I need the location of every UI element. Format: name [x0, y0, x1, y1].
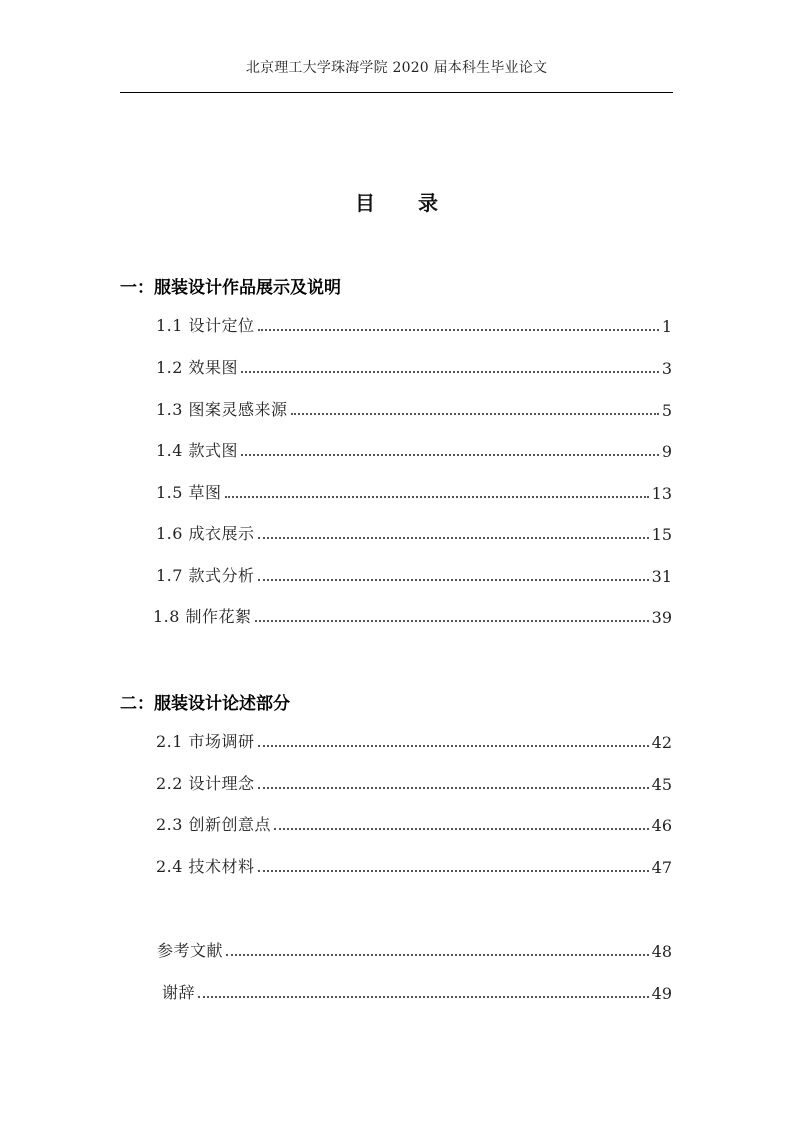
- section-heading-1: 一：服装设计作品展示及说明: [120, 278, 341, 298]
- toc-entry-label: 谢辞: [162, 983, 196, 1002]
- toc-entry[interactable]: [156, 728, 672, 752]
- toc-entry[interactable]: [156, 811, 672, 835]
- toc-entry-label: 1.8 制作花絮: [153, 607, 252, 626]
- toc-entry-page: 1: [661, 317, 672, 336]
- toc-entry[interactable]: [156, 354, 672, 378]
- toc-entry-label: 2.2 设计理念: [156, 774, 255, 793]
- toc-entry-references[interactable]: [157, 937, 672, 961]
- toc-entry[interactable]: [156, 479, 672, 503]
- toc-entry-page: 46: [651, 816, 672, 835]
- toc-entry-label: 1.6 成衣展示: [156, 524, 255, 543]
- toc-entry-page: 47: [651, 858, 672, 877]
- toc-entry-page: 15: [651, 525, 672, 544]
- toc-entry[interactable]: [156, 520, 672, 544]
- toc-entry-page: 48: [651, 942, 672, 961]
- dot-leader: [258, 537, 649, 539]
- dot-leader: [274, 828, 649, 830]
- toc-entry-label: 1.1 设计定位: [156, 316, 255, 335]
- toc-entry-label: 1.4 款式图: [156, 441, 239, 460]
- dot-leader: [255, 620, 649, 622]
- toc-entry[interactable]: [156, 437, 672, 461]
- header-rule: [120, 92, 673, 93]
- page-header: 北京理工大学珠海学院 2020 届本科生毕业论文: [245, 60, 548, 76]
- dot-leader: [258, 870, 649, 872]
- toc-entry-page: 13: [651, 484, 672, 503]
- toc-entry-label: 2.3 创新创意点: [156, 815, 272, 834]
- dot-leader: [258, 329, 659, 331]
- dot-leader: [291, 413, 659, 415]
- toc-entry-label: 2.1 市场调研: [156, 732, 255, 751]
- toc-entry-page: 49: [651, 984, 672, 1003]
- toc-title: 目 录: [355, 191, 456, 215]
- dot-leader: [258, 787, 649, 789]
- toc-entry-page: 3: [661, 359, 672, 378]
- dot-leader: [226, 954, 649, 956]
- toc-entry-label: 1.2 效果图: [156, 358, 239, 377]
- dot-leader: [258, 745, 649, 747]
- toc-entry-page: 31: [651, 567, 672, 586]
- toc-entry-acknowledgements[interactable]: [162, 979, 672, 1003]
- toc-entry[interactable]: [156, 562, 672, 586]
- toc-entry-label: 参考文献: [157, 941, 224, 960]
- toc-entry-label: 1.7 款式分析: [156, 566, 255, 585]
- toc-entry-page: 9: [661, 442, 672, 461]
- toc-entry[interactable]: [153, 603, 672, 627]
- section-heading-2: 二：服装设计论述部分: [120, 694, 290, 714]
- toc-entry-label: 1.5 草图: [156, 483, 222, 502]
- toc-entry-page: 45: [651, 775, 672, 794]
- toc-entry-label: 1.3 图案灵感来源: [156, 400, 288, 419]
- dot-leader: [241, 454, 659, 456]
- toc-entry-page: 5: [661, 401, 672, 420]
- dot-leader: [241, 371, 659, 373]
- toc-entry[interactable]: [156, 396, 672, 420]
- toc-entry[interactable]: [156, 770, 672, 794]
- toc-entry-page: 39: [651, 608, 672, 627]
- toc-entry-label: 2.4 技术材料: [156, 857, 255, 876]
- dot-leader: [198, 996, 649, 998]
- dot-leader: [258, 579, 649, 581]
- toc-entry-page: 42: [651, 733, 672, 752]
- toc-entry[interactable]: [156, 312, 672, 336]
- dot-leader: [225, 496, 649, 498]
- toc-entry[interactable]: [156, 853, 672, 877]
